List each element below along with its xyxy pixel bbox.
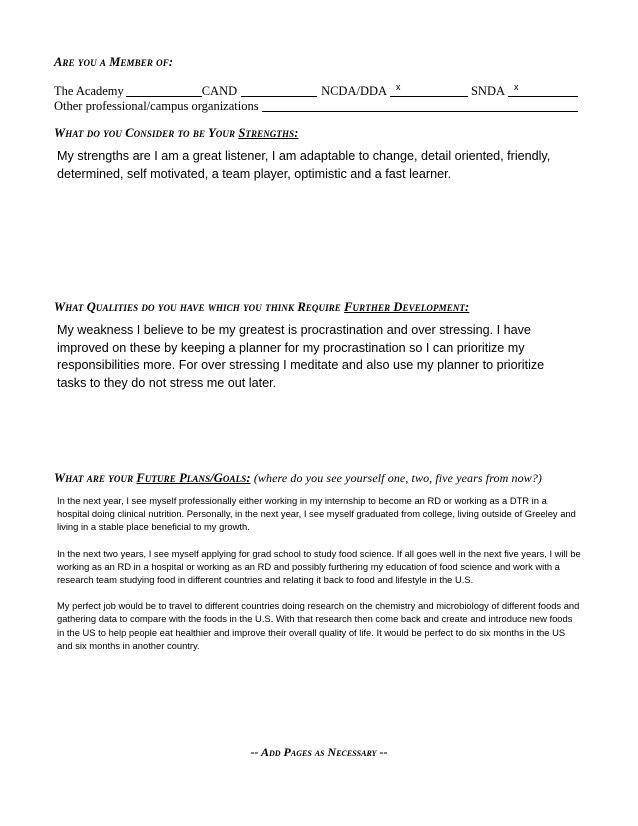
strengths-heading-part: Your	[208, 126, 236, 140]
footer-note: -- Add Pages as Necessary --	[250, 745, 388, 759]
plans-answer	[57, 494, 581, 665]
strengths-heading-part: Strengths:	[238, 126, 299, 140]
cand-label: CAND	[201, 84, 238, 98]
development-heading-part: do you have which you think	[138, 300, 298, 314]
development-heading-part: What	[54, 300, 87, 314]
membership-heading-text: Are you a Member of:	[54, 55, 174, 69]
development-heading-part: Require	[297, 300, 341, 314]
snda-label: SNDA	[470, 84, 506, 98]
plans-heading-paren: (where do you see yourself one, two, five years from now?)	[253, 471, 543, 485]
development-heading-part: Further Development:	[344, 300, 470, 314]
snda-blank[interactable]	[508, 84, 578, 97]
plans-heading-part: What are your	[54, 471, 137, 485]
plans-paragraph: In the next two years, I see myself applying for grad school to study food science. If all goes well in the next five years, I will be working as an RD in a hospital or working as an RD and possibly furthering my education of food science and work with a research team studying food in different countries and relating it back to food and lifestyle in the U.S.	[57, 547, 581, 586]
membership-heading	[54, 55, 173, 70]
development-heading-part: Qualities	[86, 300, 139, 314]
strengths-heading	[54, 126, 298, 141]
snda-mark: x	[514, 82, 519, 92]
plans-heading-part: Future Plans/Goals:	[136, 471, 251, 485]
other-orgs-row	[54, 99, 578, 114]
academy-label: The Academy	[54, 84, 124, 98]
strengths-answer: My strengths are I am a great listener, I am adaptable to change, detail oriented, friendly, determined, self motivated, a team player, optimistic and a fast learner.	[57, 149, 551, 181]
strengths-heading-part: What do you	[54, 126, 126, 140]
strengths-heading-part: to be	[174, 126, 209, 140]
development-heading	[54, 300, 469, 315]
strengths-heading-part: Consider	[125, 126, 175, 140]
academy-blank[interactable]	[126, 84, 202, 97]
ncda-label: NCDA/DDA	[321, 84, 388, 98]
development-answer: My weakness I believe to be my greatest is procrastination and over stressing. I have improved on these by keeping a planner for my procrastination so I can prioritize my responsibilities more. For over stressing I meditate and also use my planner to prioritize tasks to they do not stress me out later.	[57, 323, 545, 390]
membership-row	[54, 84, 578, 99]
plans-heading	[54, 471, 542, 486]
cand-blank[interactable]	[241, 84, 317, 97]
plans-paragraph: In the next year, I see myself professionally either working in my internship to become an RD or working as a DTR in a hospital doing clinical nutrition. Personally, in the next year, I see myself graduated from college, living outside of Greeley and living in a stable place beneficial to my growth.	[57, 495, 576, 533]
ncda-blank[interactable]	[390, 84, 468, 97]
other-orgs-label: Other professional/campus organizations	[54, 99, 259, 113]
other-orgs-blank[interactable]	[262, 99, 578, 112]
ncda-mark: x	[396, 82, 401, 92]
plans-paragraph: My perfect job would be to travel to different countries doing research on the chemistry and microbiology of different foods and gathering data to compare with the foods in the U.S. With that research then come back and create and introduce new foods in the US to help people eat healthier and improve their overall quality of life. It would be perfect to do six months in the US and six months in another country.	[57, 600, 580, 651]
